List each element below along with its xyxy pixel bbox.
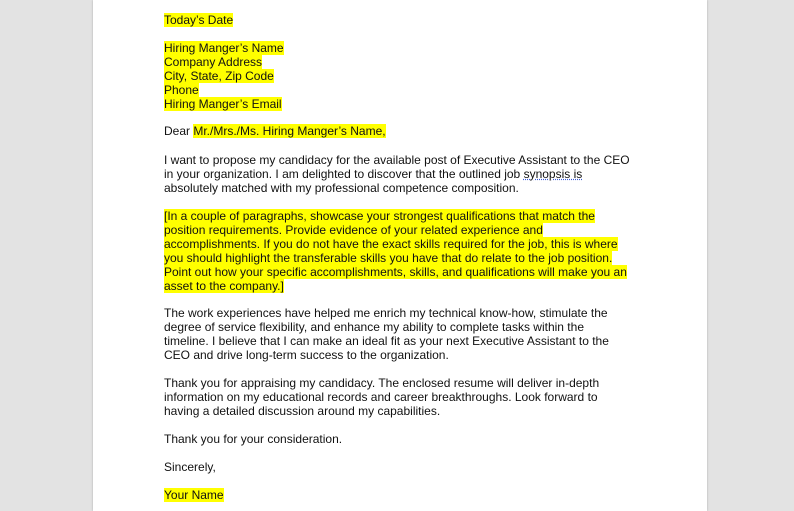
placeholder-line: asset to the company.] (164, 279, 284, 293)
placeholder-paragraph (164, 209, 644, 293)
recipient-name: Hiring Manger’s Name (164, 41, 284, 55)
date-block (164, 13, 644, 27)
experience-line: CEO and drive long-term success to the organization. (164, 348, 449, 362)
closing-line: information on my educational records and career breakthroughs. Look forward to (164, 390, 598, 404)
recipient-city-state-zip: City, State, Zip Code (164, 69, 274, 83)
signature-name: Your Name (164, 488, 224, 502)
salutation-name: Mr./Mrs./Ms. Hiring Manger’s Name, (193, 124, 386, 138)
spellcheck-underlined-text[interactable]: synopsis is (523, 167, 583, 181)
placeholder-line: position requirements. Provide evidence of your related experience and (164, 223, 543, 237)
closing-line: having a detailed discussion around my capabilities. (164, 404, 441, 418)
recipient-company-address: Company Address (164, 55, 263, 69)
recipient-email: Hiring Manger’s Email (164, 97, 282, 111)
recipient-block (164, 41, 644, 111)
thanks-line (164, 432, 644, 446)
intro-paragraph (164, 153, 644, 195)
signoff-line (164, 460, 644, 474)
intro-line: I want to propose my candidacy for the available post of Executive Assistant to the CEO (164, 153, 630, 167)
experience-paragraph (164, 306, 644, 362)
recipient-phone: Phone (164, 83, 199, 97)
thanks-text: Thank you for your consideration. (164, 432, 343, 446)
intro-line: in your organization. I am delighted to discover that the outlined job (164, 167, 524, 181)
signature-line (164, 488, 644, 502)
placeholder-line: you should highlight the transferable skills you have that do relate to the job position. (164, 251, 613, 265)
salutation-prefix: Dear (164, 124, 194, 138)
experience-line: degree of service flexibility, and enhance my ability to complete tasks within the (164, 320, 584, 334)
date-text: Today’s Date (164, 13, 234, 27)
closing-line: Thank you for appraising my candidacy. The enclosed resume will deliver in-depth (164, 376, 600, 390)
intro-line: absolutely matched with my professional competence composition. (164, 181, 519, 195)
document-page (93, 0, 707, 511)
closing-paragraph (164, 376, 644, 418)
placeholder-line: Point out how your specific accomplishments, skills, and qualifications will make you an (164, 265, 627, 279)
placeholder-line: [In a couple of paragraphs, showcase your strongest qualifications that match the (164, 209, 595, 223)
salutation (164, 124, 644, 138)
placeholder-line: accomplishments. If you do not have the exact skills required for the job, this is where (164, 237, 618, 251)
experience-line: timeline. I believe that I can make an ideal fit as your next Executive Assistant to the (164, 334, 609, 348)
signoff-text: Sincerely, (164, 460, 216, 474)
experience-line: The work experiences have helped me enrich my technical know-how, stimulate the (164, 306, 608, 320)
